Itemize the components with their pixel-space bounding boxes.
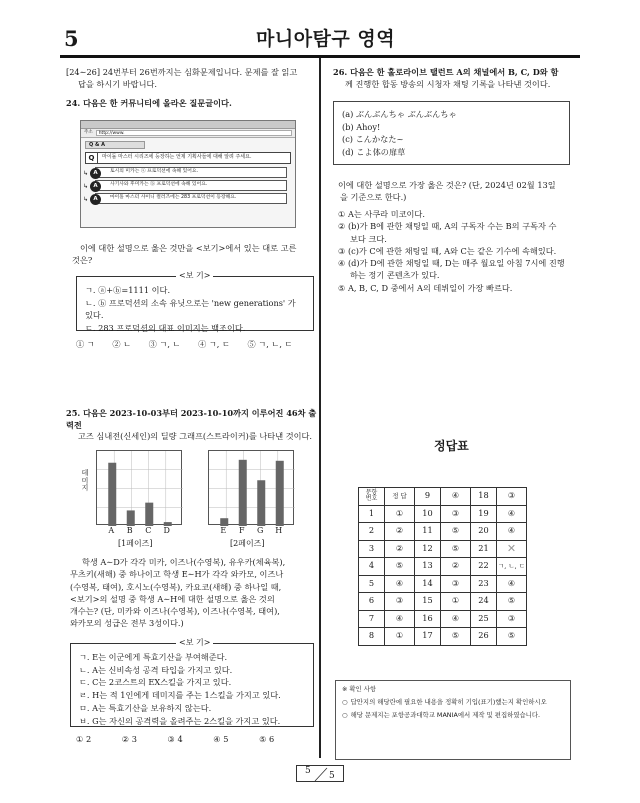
bogi-item: ㅁ. A는 특효기산을 보유하지 않는다. [79, 702, 212, 713]
bogi-item: ㄴ. ⓑ 프로덕션의 소속 유닛으로는 'new generations' 가 있다. [85, 297, 296, 321]
answer-cell: ③ [441, 505, 471, 523]
answer-cell: 18 [471, 488, 497, 506]
table-row [359, 575, 527, 593]
number-cell: 24 [471, 593, 497, 611]
question-text: 마이돌 마스터 시리즈에 등장하는 언제 기획사들에 대해 알려 주세요. [102, 154, 252, 161]
answer-cell: ⑤ [497, 628, 527, 646]
answer-cell: ④ [385, 575, 415, 593]
chart1-frame [96, 450, 182, 525]
answer-cell: ④ [441, 610, 471, 628]
answer-row [83, 167, 287, 178]
q24-bogi-title: <보 기> [176, 270, 213, 281]
page-number: 5 [64, 26, 79, 51]
footer-total: 5 [329, 771, 335, 781]
intro-line: 답을 하시기 바랍니다. [78, 78, 157, 89]
option-4[interactable]: ④ (d)가 D에 관한 채팅일 때, D는 매주 월요일 아침 7시에 진행 하는 정기 콘텐츠가 있다. [338, 258, 565, 281]
chat-line: (a) ぶんぶんちゃ ぶんぶんちゃ [342, 109, 457, 119]
answer-text: 사기사와 후미카는 ⓑ 프로덕션에 속해 있어요. [110, 182, 208, 188]
qa-tab: Q & A [85, 141, 145, 149]
question-row [85, 152, 291, 164]
choice-3[interactable]: ③ 4 [167, 734, 183, 744]
chart1-caption: [1페이즈] [118, 539, 153, 548]
number-cell: 6 [359, 593, 385, 611]
bullet-icon: ○ [342, 697, 348, 706]
answer-cell: ③ [497, 610, 527, 628]
intro-line: [24∼26] 24번부터 26번까지는 심화문제입니다. 문제를 잘 읽고 [66, 67, 298, 77]
community-screenshot [80, 120, 296, 228]
chat-log-box [333, 101, 570, 165]
answer-cell: ③ [497, 488, 527, 506]
answer-badge: A [90, 168, 101, 179]
chart2-bar-G [257, 480, 265, 526]
number-cell: 14 [415, 575, 441, 593]
header-number-cell: 문항 번호 [359, 488, 385, 506]
answer-cell: 9 [415, 488, 441, 506]
header-answer-cell: 정 답 [385, 488, 415, 506]
chart2-tick-E: E [220, 526, 227, 535]
answer-table-header-row [359, 488, 527, 506]
bogi-item: ㄴ. A는 신비속성 공격 타입을 가지고 있다. [79, 664, 233, 675]
q25-body: 학생 A∼D가 각각 미카, 이즈나(수영복), 유우카(체육복), 무츠키(새해) 중 하나이고 학생 E∼H가 각각 와카모, 이즈나 (수영복, 태여), 호시노(수영복), 카요코(새해) 중 하나일 때, <보기>의 설명 중 학생 A∼H에 대한 설명으로 옳은 것의 개수는? (단, 미카와 이즈나(수영복), 이즈나(수영복, 태여), 와카모의 성급은 전부 3성이다.) [70, 557, 286, 629]
footer-page-indicator [296, 765, 344, 782]
number-cell: 16 [415, 610, 441, 628]
answer-table [358, 487, 527, 646]
number-cell: 15 [415, 593, 441, 611]
notice-item: ○ 해당 문제지는 포항공과대학교 MANIA에서 제작 및 편집하였습니다. [342, 710, 541, 719]
choice-2[interactable]: ② 3 [121, 734, 137, 744]
answer-cell: ④ [497, 505, 527, 523]
chart2-bar-F [239, 460, 247, 526]
answer-badge: A [90, 181, 101, 192]
number-cell: 3 [359, 540, 385, 558]
bogi-item: ㄷ. 283 프로덕션의 대표 이미지는 백조이다. [85, 323, 246, 334]
bogi-item: ㄷ. C는 2코스트의 EX스킬을 가지고 있다. [79, 677, 232, 688]
option-3[interactable]: ③ (c)가 C에 관한 채팅일 때, A와 C는 같은 기수에 속해있다. [338, 245, 557, 256]
chart2-tick-H: H [275, 526, 283, 535]
number-cell: 20 [471, 523, 497, 541]
q26-options[interactable] [338, 208, 578, 294]
choice-3[interactable]: ③ ㄱ, ㄴ [148, 339, 181, 349]
chart1-xaxis [96, 525, 182, 537]
answer-cell: ① [441, 593, 471, 611]
url-label: 주소 [84, 129, 93, 135]
answer-cell: ③ [385, 593, 415, 611]
answer-cell: ㄱ, ㄴ, ㄷ [497, 558, 527, 576]
chart1-bar-C [145, 503, 153, 526]
choice-1[interactable]: ① 2 [76, 734, 92, 744]
option-5[interactable]: ⑤ A, B, C, D 중에서 A의 데뷔일이 가장 빠르다. [338, 282, 513, 293]
q24-choices [76, 339, 307, 351]
chart2-bar-H [276, 461, 284, 526]
bogi-item: ㅂ. G는 자신의 공격력을 올려주는 2스킬을 가지고 있다. [79, 715, 281, 726]
reply-arrow-icon: ↳ [83, 170, 89, 177]
answer-row [83, 193, 287, 204]
notice-title: ※ 확인 사항 [342, 685, 377, 693]
q25-bogi-title: <보 기> [176, 637, 213, 648]
bogi-item: ㄹ. H는 적 1인에게 데미지를 주는 1스킬을 가지고 있다. [79, 690, 281, 701]
answer-cell: ④ [497, 575, 527, 593]
number-cell: 12 [415, 540, 441, 558]
choice-5[interactable]: ⑤ 6 [259, 734, 275, 744]
chart1-bar-A [108, 463, 116, 526]
chat-line: (c) こんかなた~ [342, 134, 404, 145]
chart1-ylabel: 데 미 지 [81, 469, 89, 493]
number-cell: 26 [471, 628, 497, 646]
q25-stem: 25. 다음은 2023-10-03부터 2023-10-10까지 이루어진 46차 출력전 고즈 심내전(신세인)의 딜량 그래프(스트라이커)를 나타낸 것이다. [66, 408, 317, 442]
number-cell: 25 [471, 610, 497, 628]
number-cell: 2 [359, 523, 385, 541]
table-row [359, 505, 527, 523]
answer-cell: ② [385, 523, 415, 541]
chart1-svg [97, 451, 183, 526]
number-cell: 10 [415, 505, 441, 523]
number-cell: 4 [359, 558, 385, 576]
chart1-tick-A: A [108, 526, 115, 535]
answer-cell: ① [385, 628, 415, 646]
number-cell: 1 [359, 505, 385, 523]
footer-current: 5 [305, 766, 311, 776]
answer-cell: ④ [497, 523, 527, 541]
answer-cell: ① [385, 505, 415, 523]
number-cell: 5 [359, 575, 385, 593]
chart2-frame [208, 450, 294, 525]
choice-4[interactable]: ④ 5 [213, 734, 229, 744]
answer-cell: ④ [385, 610, 415, 628]
choice-5[interactable]: ⑤ ㄱ, ㄴ, ㄷ [247, 339, 293, 349]
number-cell: 11 [415, 523, 441, 541]
browser-titlebar [81, 121, 295, 129]
chart2-xaxis [208, 525, 294, 537]
answer-text: 토시의 미카는 ⓐ 프로덕션에 속해 있어요. [110, 169, 199, 175]
choice-4[interactable]: ④ ㄱ, ㄷ [198, 339, 230, 349]
number-cell: 8 [359, 628, 385, 646]
answer-text: 마이돌 마스터 샤이니 컬러즈에는 283 프로덕션이 등장해요. [110, 195, 237, 201]
intro [66, 67, 316, 90]
chart1-bar-B [127, 510, 135, 526]
bogi-item: ㄱ. E는 이군에게 특효기산을 부여해준다. [79, 652, 228, 662]
choice-2[interactable]: ② ㄴ [112, 339, 132, 349]
q25-bogi-box [70, 643, 314, 727]
column-divider [319, 58, 321, 758]
table-row [359, 558, 527, 576]
option-1[interactable]: ① A는 사쿠라 미코이다. [338, 209, 425, 219]
chat-line: (b) Ahoy! [342, 121, 381, 132]
chat-line: (d) こよ体の扉草 [342, 147, 406, 158]
q24-bogi-box [76, 276, 314, 334]
q24-prompt: 이에 대한 설명으로 옳은 것만을 <보기>에서 있는 대로 고른 것은? [72, 243, 297, 265]
choice-1[interactable]: ① ㄱ [76, 339, 95, 349]
notice-box [335, 680, 571, 760]
answer-row [83, 180, 287, 191]
number-cell: 21 [471, 540, 497, 558]
q26-prompt: 이에 대한 설명으로 가장 옳은 것은? (단, 2024년 02월 13일 을 기준으로 한다.) [338, 180, 556, 202]
q25-choices [76, 734, 289, 746]
answer-cell: ③ [441, 575, 471, 593]
chart1-tick-B: B [126, 526, 133, 535]
answer-cell: ⑤ [441, 523, 471, 541]
number-cell: 23 [471, 575, 497, 593]
browser-addressbar [81, 129, 295, 138]
table-row [359, 540, 527, 558]
q26-stem: 26. 다음은 한 홀로라이브 탤런트 A의 채널에서 B, C, D와 함 께 진행한 합동 방송의 시청자 채팅 기록을 나타낸 것이다. [333, 67, 559, 89]
notice-item: ○ 답안지의 해당란에 필요한 내용을 정확히 기입(표기)했는지 확인하시오 [342, 697, 547, 706]
answer-cell: ⑤ [441, 628, 471, 646]
page-title: 마니아탐구 영역 [256, 28, 396, 50]
answer-cell: ⑤ [497, 593, 527, 611]
chart2-tick-F: F [238, 526, 245, 535]
answer-cell: ② [385, 540, 415, 558]
chart2-tick-G: G [257, 526, 264, 535]
number-cell: 7 [359, 610, 385, 628]
answer-cell: ④ [441, 488, 471, 506]
bogi-item: ㄱ. ⓐ+ⓑ=1111 이다. [85, 285, 171, 295]
q24-stem: 24. 다음은 한 커뮤니티에 올라온 질문글이다. [66, 98, 232, 108]
bullet-icon: ○ [342, 710, 348, 719]
chart2-svg [209, 451, 295, 526]
reply-arrow-icon: ↳ [83, 196, 89, 203]
table-row [359, 628, 527, 646]
answer-badge: A [90, 194, 101, 205]
answer-cell: ⑤ [441, 540, 471, 558]
table-row [359, 593, 527, 611]
number-cell: 19 [471, 505, 497, 523]
url-field: http://www. [96, 130, 292, 136]
chart2-caption: [2페이즈] [230, 539, 265, 548]
question-badge: Q [86, 153, 98, 163]
number-cell: 17 [415, 628, 441, 646]
table-row [359, 523, 527, 541]
table-row [359, 610, 527, 628]
chart1-tick-D: D [163, 526, 170, 535]
number-cell: 13 [415, 558, 441, 576]
answer-table-title: 정답표 [434, 439, 469, 453]
answer-cell: ⑤ [385, 558, 415, 576]
answer-cell: ✕ [497, 540, 527, 558]
option-2[interactable]: ② (b)가 B에 관한 채팅일 때, A의 구독자 수는 B의 구독자 수 보다 크다. [338, 221, 557, 244]
answer-cell: ② [441, 558, 471, 576]
reply-arrow-icon: ↳ [83, 183, 89, 190]
number-cell: 22 [471, 558, 497, 576]
chart1-tick-C: C [145, 526, 152, 535]
